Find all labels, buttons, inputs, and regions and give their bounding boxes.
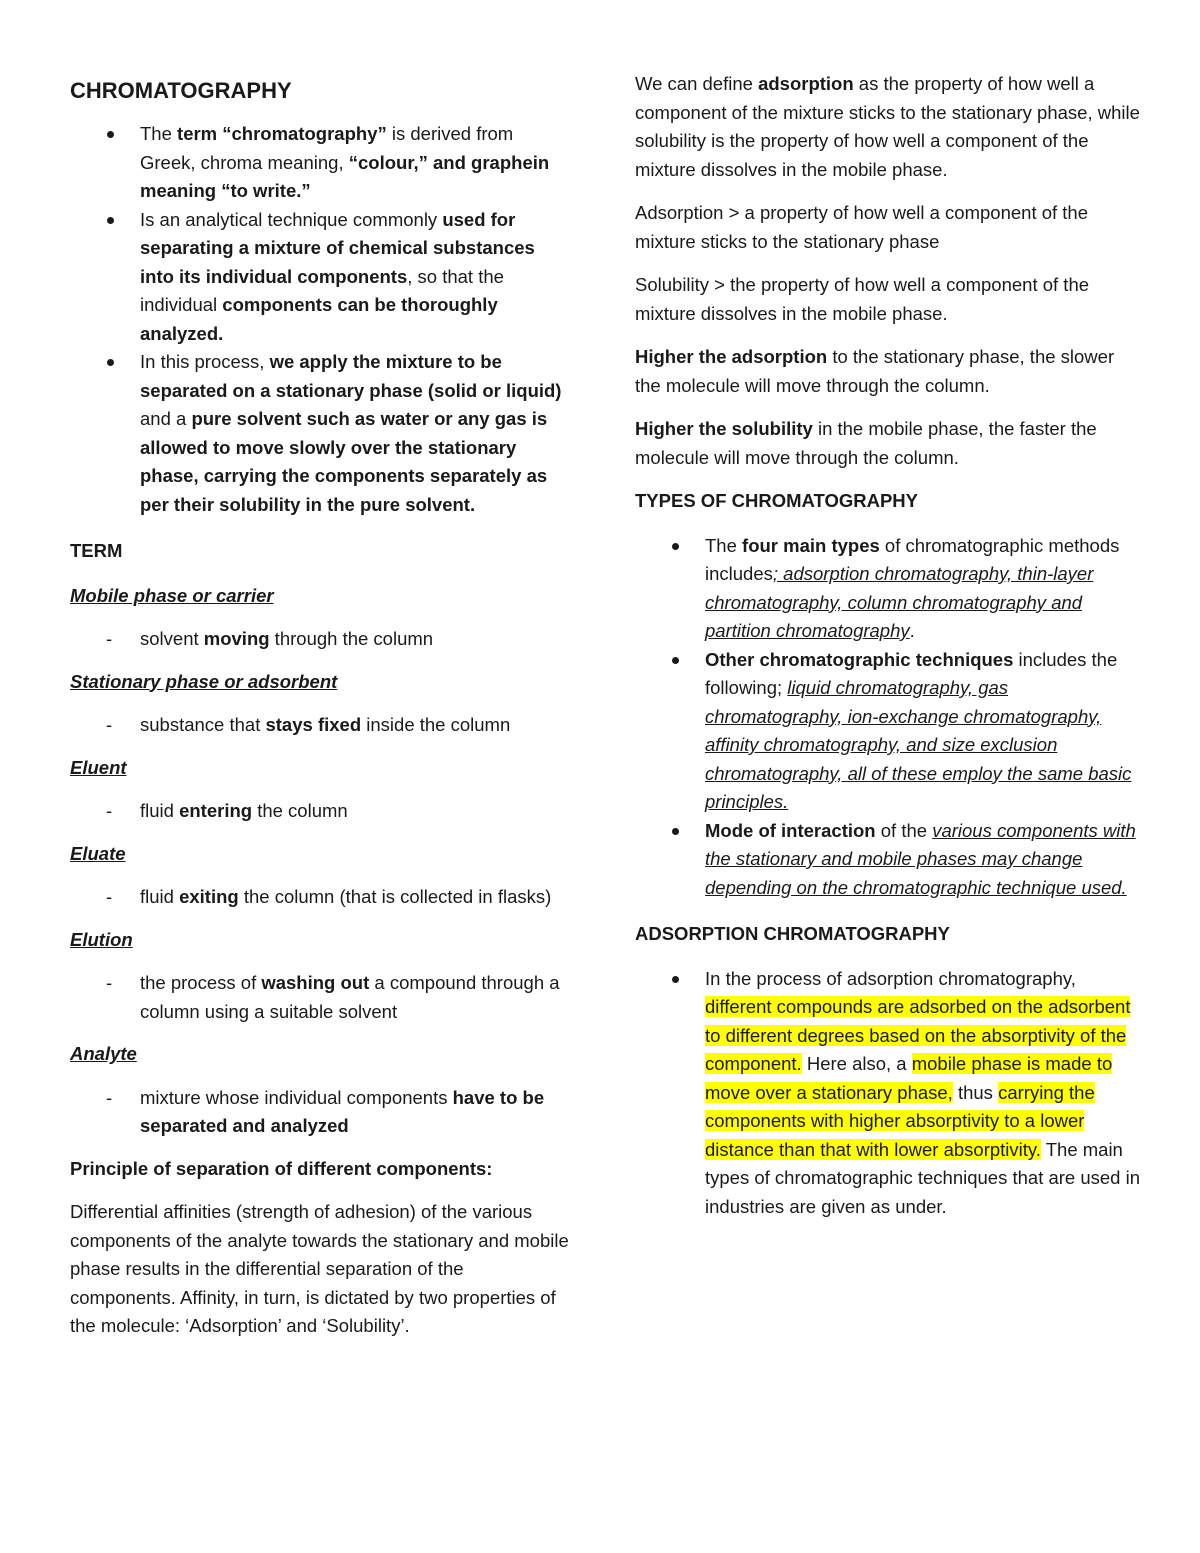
adsorption-bullet bbox=[635, 965, 1140, 1222]
document-title: CHROMATOGRAPHY bbox=[70, 78, 292, 103]
bold-text: “colour,” and graphein meaning “to write.” bbox=[140, 151, 550, 201]
text-run: inside the column bbox=[361, 714, 511, 735]
bold-text: term “chromatography” bbox=[177, 123, 387, 144]
definition-paragraph bbox=[635, 70, 1140, 184]
text-run: in the mobile phase, the faster the molecule will move through the column. bbox=[635, 418, 1097, 468]
text-run: . bbox=[909, 620, 915, 641]
bold-text: washing out bbox=[261, 972, 370, 993]
text-run: substance that bbox=[140, 714, 266, 735]
bold-text: entering bbox=[179, 800, 253, 821]
higher-adsorption-paragraph bbox=[635, 343, 1140, 400]
term-definition bbox=[70, 625, 570, 654]
intro-bullet bbox=[70, 120, 570, 206]
highlighted-text: different compounds are adsorbed on the adsorbent to different degrees based on the absorptivity of the component. bbox=[705, 996, 1131, 1074]
term-name: Stationary phase or adsorbent bbox=[70, 670, 338, 692]
bold-text: pure solvent such as water or any gas is allowed to move slowly over the stationary phase, carrying the components separately as per their solubility in the pure solvent. bbox=[140, 408, 548, 515]
bold-text: used for separating a mixture of chemical substances into its individual components bbox=[140, 208, 535, 287]
text-run: the column (that is collected in flasks) bbox=[238, 886, 552, 907]
text-run: fluid bbox=[140, 800, 180, 821]
higher-solubility-paragraph bbox=[635, 415, 1140, 472]
text-run: Solubility > the property of how well a component of the mixture dissolves in the mobile phase. bbox=[635, 274, 1090, 324]
right-column bbox=[635, 70, 1140, 1221]
highlighted-text: carrying the components with higher absorptivity to a lower distance than that with lower absorptivity. bbox=[705, 1081, 1095, 1160]
bold-text: Higher the solubility bbox=[635, 418, 813, 439]
text-run: thus bbox=[952, 1081, 999, 1103]
text-run: We can define bbox=[635, 73, 759, 94]
term-name: Eluent bbox=[70, 756, 127, 778]
principle-heading: Principle of separation of different components: bbox=[70, 1157, 493, 1179]
term-definition bbox=[70, 711, 570, 740]
bold-text: adsorption bbox=[758, 73, 854, 94]
intro-bullet-list bbox=[70, 120, 570, 519]
bold-text: Other chromatographic techniques bbox=[705, 648, 1014, 670]
text-run: of the bbox=[875, 819, 933, 841]
left-column bbox=[70, 70, 570, 1356]
bold-text: have to be separated and analyzed bbox=[140, 1086, 545, 1136]
term-name: Eluate bbox=[70, 842, 126, 864]
bold-text: Higher the adsorption bbox=[635, 346, 828, 367]
text-run: includes the following; bbox=[705, 648, 1118, 698]
text-run: In the process of adsorption chromatography, bbox=[705, 967, 1076, 989]
bold-text: four main types bbox=[742, 534, 880, 556]
highlighted-text: mobile phase is made to move over a stationary phase, bbox=[705, 1053, 1113, 1103]
bold-text: Mode of interaction bbox=[705, 819, 876, 841]
types-bullet bbox=[635, 817, 1140, 903]
bold-text: components can be thoroughly analyzed. bbox=[140, 294, 498, 344]
term-definition bbox=[70, 883, 570, 912]
term-list bbox=[70, 582, 570, 1141]
term-name: Mobile phase or carrier bbox=[70, 584, 274, 606]
text-run: The bbox=[140, 123, 178, 144]
adsorption-bullet-list bbox=[635, 965, 1140, 1222]
term-definition bbox=[70, 797, 570, 826]
term-name: Elution bbox=[70, 928, 133, 950]
text-run: through the column bbox=[269, 628, 434, 649]
text-run: is derived from Greek, chroma meaning, bbox=[140, 123, 514, 173]
types-bullet-list bbox=[635, 532, 1140, 903]
types-bullet bbox=[635, 532, 1140, 646]
text-run: solvent bbox=[140, 628, 204, 649]
underlined-italic-text: liquid chromatography, gas chromatography, ion-exchange chromatography, affinity chromatography, and size exclusion chromatography, all of these employ the same basic principles. bbox=[705, 677, 1132, 812]
underlined-italic-text: ; adsorption chromatography, thin-layer chromatography, column chromatography and partition chromatography bbox=[705, 563, 1094, 641]
text-run: the process of bbox=[140, 972, 262, 993]
intro-bullet bbox=[70, 348, 570, 519]
bold-text: exiting bbox=[179, 886, 239, 907]
text-run: The main types of chromatographic techniques that are used in industries are given as under. bbox=[705, 1138, 1141, 1217]
text-run: The bbox=[705, 534, 743, 556]
intro-bullet bbox=[70, 206, 570, 349]
text-run: Here also, a bbox=[801, 1053, 912, 1074]
text-run: to the stationary phase, the slower the molecule will move through the column. bbox=[635, 346, 1115, 396]
bold-text: stays fixed bbox=[265, 714, 362, 735]
text-run: of chromatographic methods includes bbox=[705, 534, 1120, 584]
text-run: , so that the individual bbox=[140, 265, 504, 315]
term-definition bbox=[70, 1084, 570, 1141]
text-run: fluid bbox=[140, 886, 180, 907]
types-bullet bbox=[635, 646, 1140, 817]
principle-paragraph: Differential affinities (strength of adhesion) of the various components of the analyte towards the stationary and mobile phase results in the differential separation of the components. Affinity, in turn, is dictated by two properties of the molecule: ‘Adsorption’ and ‘Solubility’. bbox=[70, 1201, 569, 1336]
bold-text: we apply the mixture to be separated on a stationary phase (solid or liquid) bbox=[140, 351, 562, 401]
types-heading: TYPES OF CHROMATOGRAPHY bbox=[635, 490, 919, 511]
text-run: a compound through a column using a suitable solvent bbox=[140, 972, 560, 1022]
text-run: In this process, bbox=[140, 351, 270, 372]
underlined-italic-text: various components with the stationary and mobile phases may change depending on the chromatographic technique used. bbox=[705, 819, 1136, 898]
term-name: Analyte bbox=[70, 1043, 137, 1064]
term-heading: TERM bbox=[70, 540, 123, 561]
text-run: as the property of how well a component of the mixture sticks to the stationary phase, while solubility is the property of how well a component of the mixture dissolves in the mobile phase. bbox=[635, 73, 1140, 180]
text-run: Is an analytical technique commonly bbox=[140, 208, 443, 230]
adsorption-paragraph bbox=[635, 199, 1140, 256]
adsorption-heading: ADSORPTION CHROMATOGRAPHY bbox=[635, 923, 950, 944]
text-run: the column bbox=[252, 800, 348, 821]
term-definition bbox=[70, 969, 570, 1026]
solubility-paragraph bbox=[635, 271, 1140, 328]
text-run: Adsorption > a property of how well a component of the mixture sticks to the stationary phase bbox=[635, 202, 1089, 252]
text-run: and a bbox=[140, 408, 192, 429]
text-run: mixture whose individual components bbox=[140, 1086, 453, 1108]
bold-text: moving bbox=[203, 628, 270, 649]
